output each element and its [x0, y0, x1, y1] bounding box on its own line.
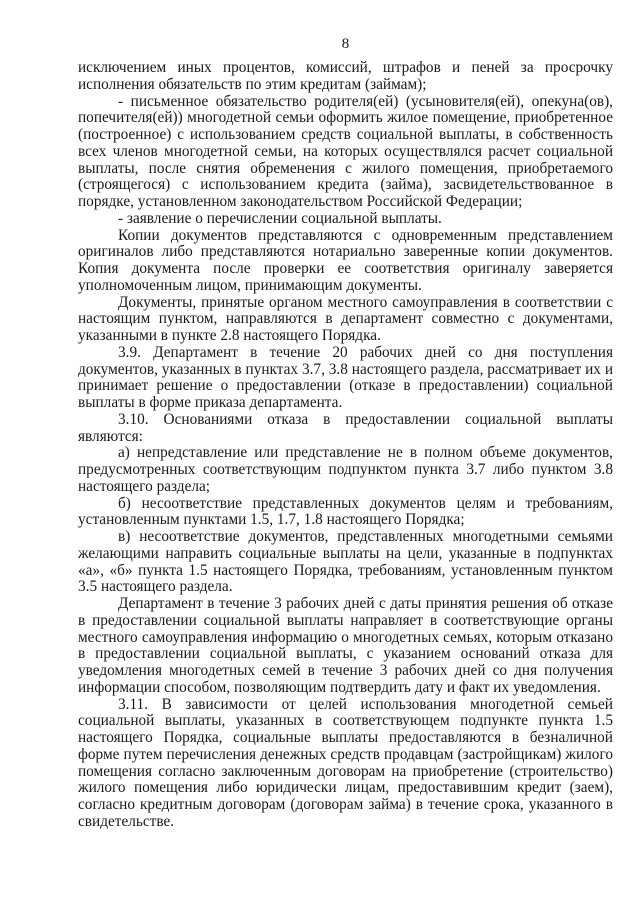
paragraph-3-10-b: б) несоответствие представленных документов целям и требованиям, установленным пунктами 1.5, 1.7, 1.8 настоящего Порядка;	[78, 494, 613, 529]
paragraph-refusal-notice: Департамент в течение 3 рабочих дней с даты принятия решения об отказе в предоставлении социальной выплаты направляет в соответствующие органы местного самоуправления информацию о многодетных семьях, которым отказано в предоставлении социальной выплаты, с указанием оснований отказа для уведомления многодетных семей в течение 3 рабочих дней со дня получения информации способом, позволяющим подтвердить дату и факт их уведомления.	[78, 595, 613, 696]
document-page	[78, 34, 613, 831]
paragraph-3-10: 3.10. Основаниями отказа в предоставлении социальной выплаты являются:	[78, 410, 613, 445]
page-number: 8	[341, 36, 350, 52]
paragraph-3-11: 3.11. В зависимости от целей использования многодетной семьей социальной выплаты, указанных в соответствующем подпункте пункта 1.5 настоящего Порядка, социальные выплаты предоставляются в безналичной форме путем перечисления денежных средств продавцам (застройщикам) жилого помещения согласно заключенным договорам на приобретение (строительство) жилого помещения либо юридически лицам, предоставившим кредит (заем), согласно кредитным договорам (договорам займа) в течение срока, указанного в свидетельстве.	[78, 695, 613, 830]
paragraph-documents-sent: Документы, принятые органом местного самоуправления в соответствии с настоящим пунктом, направляются в департамент совместно с документами, указанными в пункте 2.8 настоящего Порядка.	[78, 293, 613, 344]
paragraph-application: - заявление о перечислении социальной выплаты.	[118, 209, 442, 227]
paragraph-continuation: исключением иных процентов, комиссий, штрафов и пеней за просрочку исполнения обязательств по этим кредитам (займам);	[78, 59, 613, 93]
paragraph-3-10-a: а) непредставление или представление не в полном объеме документов, предусмотренных соответствующим подпунктом пункта 3.7 либо пунктом 3.8 настоящего раздела;	[78, 444, 613, 495]
paragraph-3-9: 3.9. Департамент в течение 20 рабочих дней со дня поступления документов, указанных в пунктах 3.7, 3.8 настоящего раздела, рассматривает их и принимает решение о предоставлении (отказе в предоставлении) социальной выплаты в форме приказа департамента.	[78, 343, 613, 411]
paragraph-obligation: - письменное обязательство родителя(ей) (усыновителя(ей), опекуна(ов), попечителя(ей)) многодетной семьи оформить жилое помещение, приобретенное (построенное) с использованием средств социальной выплаты, в собственность всех членов многодетной семьи, на которых осуществлялся расчет социальной выплаты, после снятия обременения с жилого помещения, приобретаемого (строящегося) с использованием кредита (займа), засвидетельствованное в порядке, установленном законодательством Российской Федерации;	[78, 92, 613, 210]
paragraph-3-10-v: в) несоответствие документов, представленных многодетными семьями желающими направить социальные выплаты на цели, указанные в подпунктах «а», «б» пункта 1.5 настоящего Порядка, требованиям, установленным пунктом 3.5 настоящего раздела.	[78, 528, 613, 596]
paragraph-copies: Копии документов представляются с одновременным представлением оригиналов либо представляются нотариально заверенные копии документов. Копия документа после проверки ее соответствия оригиналу заверяется уполномоченным лицом, принимающим документы.	[78, 226, 613, 294]
